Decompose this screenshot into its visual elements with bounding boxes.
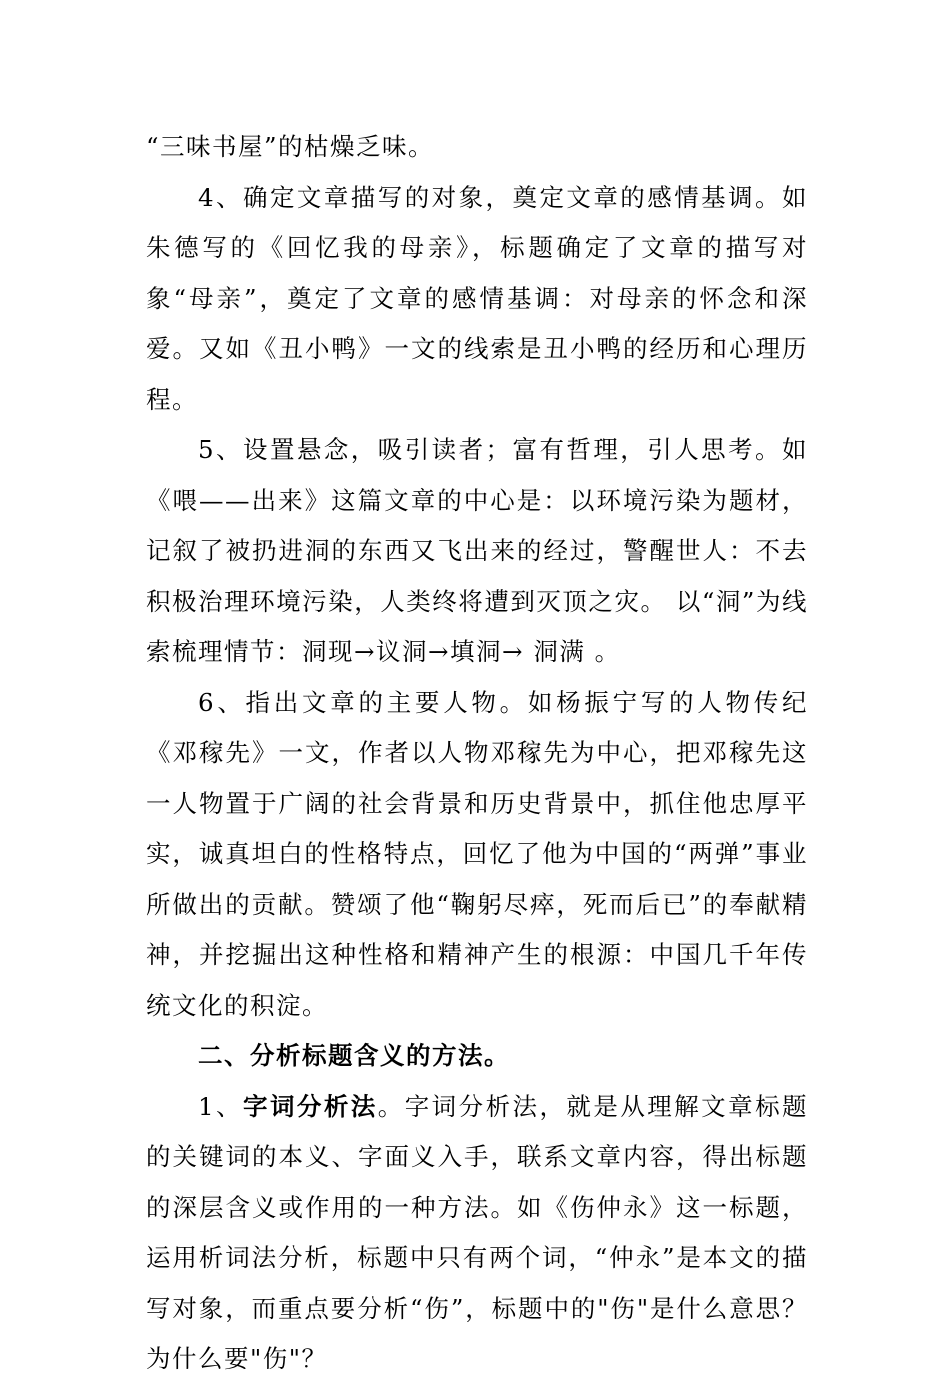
method-description: 。字词分析法，就是从理解文章标题的关键词的本义、字面义入手，联系文章内容，得出标题的深层含义或作用的一种方法。如《伤仲永》这一标题，运用析词法分析，标题中只有两个词，“仲永”是本文的描写对象，而重点要分析“伤”，标题中的"伤"是什么意思？为什么要"伤"？ — [146, 1091, 809, 1373]
paragraph-point-4: 4、确定文章描写的对象，奠定文章的感情基调。如朱德写的《回忆我的母亲》，标题确定了文章的描写对象“母亲”，奠定了文章的感情基调：对母亲的怀念和深爱。又如《丑小鸭》一文的线索是丑小鸭的经历和心理历程。 — [146, 182, 808, 414]
method-title: 字词分析法 — [243, 1091, 378, 1121]
paragraph-method-1 — [146, 1082, 808, 1385]
section-heading: 二、分析标题含义的方法。 — [198, 1041, 510, 1070]
method-number: 1、 — [198, 1091, 243, 1121]
paragraph-point-6: 6、指出文章的主要人物。如杨振宁写的人物传纪《邓稼先》一文，作者以人物邓稼先为中心，把邓稼先这一人物置于广阔的社会背景和历史背景中，抓住他忠厚平实，诚真坦白的性格特点，回忆了他为中国的“两弹”事业所做出的贡献。赞颂了他“鞠躬尽瘁，死而后已”的奉献精神，并挖掘出这种性格和精神产生的根源：中国几千年传统文化的积淀。 — [146, 687, 808, 1020]
paragraph-point-5: 5、设置悬念，吸引读者；富有哲理，引人思考。如《喂——出来》这篇文章的中心是：以环境污染为题材，记叙了被扔进洞的东西又飞出来的经过，警醒世人：不去积极治理环境污染，人类终将遭到灭顶之灾。 以“洞”为线索梳理情节：洞现→议洞→填洞→ 洞满 。 — [146, 435, 808, 666]
paragraph-continuation: “三味书屋”的枯燥乏味。 — [146, 132, 435, 161]
document-body — [146, 122, 808, 1385]
